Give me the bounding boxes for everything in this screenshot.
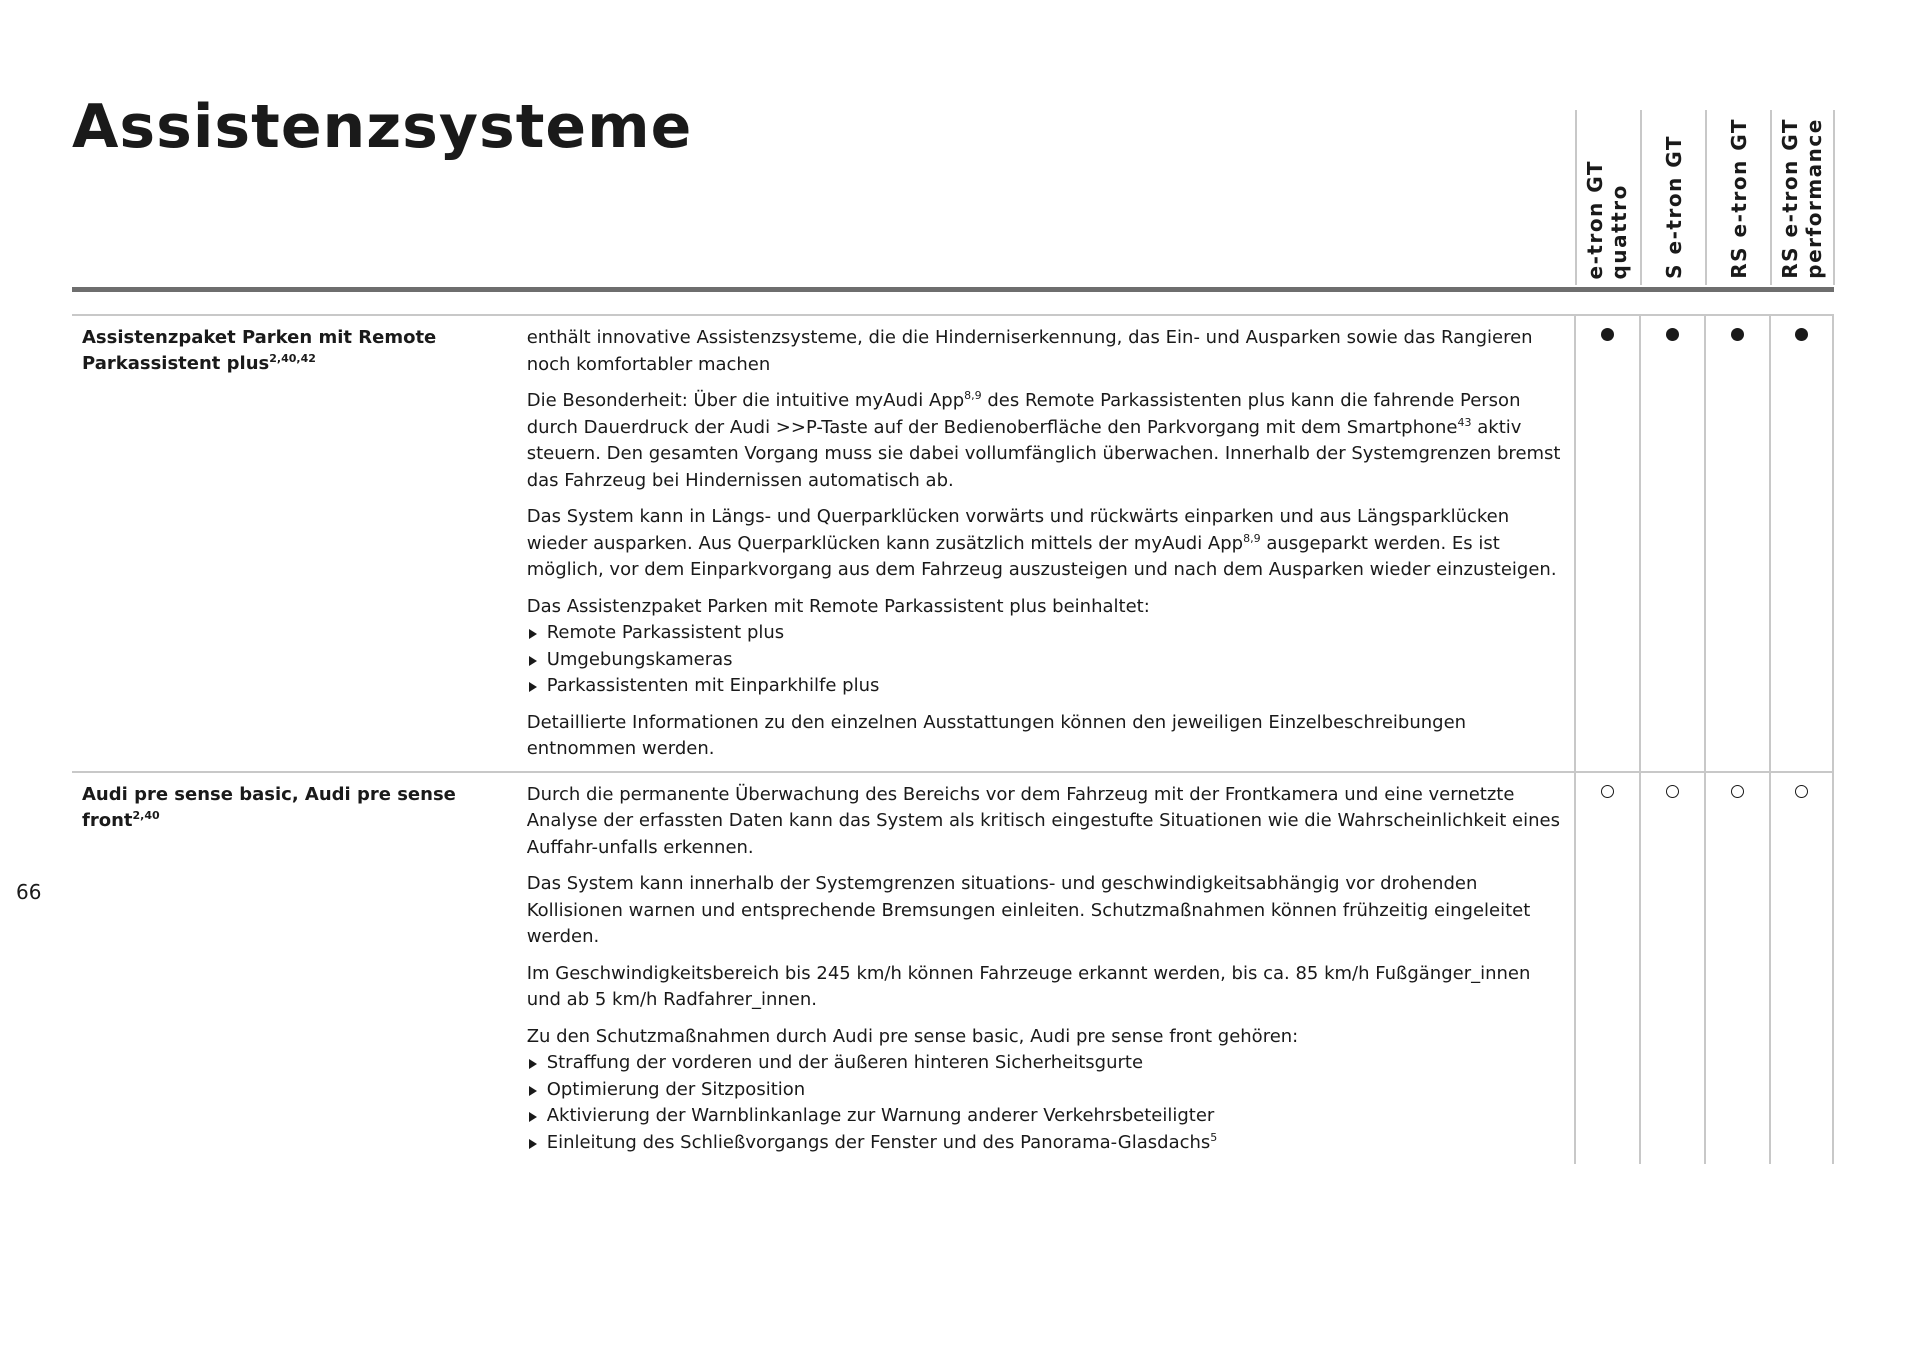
bullet-list: [527, 620, 1566, 700]
paragraph: Durch die permanente Überwachung des Bereichs vor dem Fahrzeug mit der Frontkamera und eine vernetzte Analyse der erfassten Daten kann das System als kritisch eingestufte Situationen wie die Wahrscheinlichkeit eines Auffahr-unfalls erkennen.: [526, 783, 1560, 858]
paragraph: Die Besonderheit: Über die intuitive myAudi App$^{8,9}$ des Remote Parkassistenten plus kann die fahrende Person durch Dauerdruck der Audi >>P-Taste auf der Bedienoberfläche den Parkvorgang mit dem Smartphone$^{43}$ aktiv steuern. Den gesamten Vorgang muss sie dabei vollumfänglich überwachen. Innerhalb der Systemgrenzen bremst das Fahrzeug bei Hindernissen automatisch ab.: [526, 389, 1561, 491]
optional-circle-icon: [1731, 785, 1744, 798]
mark-cell: [1769, 773, 1834, 1165]
optional-circle-icon: [1795, 785, 1808, 798]
column-header-text: RS e-tron GT performance: [1778, 118, 1826, 279]
list-item: Aktivierung der Warnblinkanlage zur Warnung anderer Verkehrsbeteiligter: [527, 1103, 1566, 1130]
mark-cell: [1574, 773, 1639, 1165]
table-row: [72, 314, 1834, 771]
mark-cell: [1704, 316, 1769, 771]
column-header-text: S e-tron GT: [1662, 135, 1686, 279]
list-intro: Zu den Schutzmaßnahmen durch Audi pre sense basic, Audi pre sense front gehören:: [526, 1025, 1299, 1047]
optional-circle-icon: [1666, 785, 1679, 798]
standard-dot-icon: [1731, 328, 1744, 341]
row-description: [527, 773, 1574, 1165]
paragraph: Im Geschwindigkeitsbereich bis 245 km/h können Fahrzeuge erkannt werden, bis ca. 85 km/h Fußgänger_innen und ab 5 km/h Radfahrer_innen.: [526, 962, 1531, 1010]
list-item: Umgebungskameras: [527, 647, 1566, 674]
column-headers: [1575, 110, 1835, 285]
standard-dot-icon: [1666, 328, 1679, 341]
standard-dot-icon: [1795, 328, 1808, 341]
mark-cell: [1704, 773, 1769, 1165]
page-number: 66: [16, 880, 42, 904]
mark-cell: [1574, 316, 1639, 771]
mark-cell: [1639, 316, 1704, 771]
column-header-rs-etron-gt-performance: [1770, 110, 1835, 285]
column-header-s-etron-gt: [1640, 110, 1705, 285]
header-divider: [72, 287, 1834, 292]
column-header-etron-gt-quattro: [1575, 110, 1640, 285]
table-row: [72, 771, 1834, 1165]
optional-circle-icon: [1601, 785, 1614, 798]
bullet-list: [527, 1050, 1566, 1156]
equipment-table: [72, 314, 1834, 1164]
mark-cell: [1639, 773, 1704, 1165]
column-header-text: RS e-tron GT: [1727, 118, 1751, 279]
row-label: Audi pre sense basic, Audi pre sense front$^{2,40}$: [82, 783, 456, 831]
paragraph: Das System kann innerhalb der Systemgrenzen situations- und geschwindigkeitsabhängig vor drohenden Kollisionen warnen und entsprechende Bremsungen einleiten. Schutzmaßnahmen können frühzeitig eingeleitet werden.: [526, 873, 1531, 947]
column-header-text: e-tron GT quattro: [1583, 159, 1631, 279]
list-item: Remote Parkassistent plus: [527, 620, 1566, 647]
standard-dot-icon: [1601, 328, 1614, 341]
page-title: Assistenzsysteme: [72, 92, 693, 162]
row-label: Assistenzpaket Parken mit Remote Parkassistent plus$^{2,40,42}$: [82, 327, 437, 374]
paragraph: Detaillierte Informationen zu den einzelnen Ausstattungen können den jeweiligen Einzelbeschreibungen entnommen werden.: [526, 711, 1467, 759]
paragraph: Das System kann in Längs- und Querparklücken vorwärts und rückwärts einparken und aus Längsparklücken wieder ausparken. Aus Querparklücken kann zusätzlich mittels der myAudi App$^{8,9}$ ausgeparkt werden. Es ist möglich, vor dem Einparkvorgang aus dem Fahrzeug auszusteigen und nach dem Ausparken wieder einzusteigen.: [526, 506, 1557, 580]
list-item: Einleitung des Schließvorgangs der Fenster und des Panorama-Glasdachs$^5$: [527, 1130, 1566, 1157]
list-item: Straffung der vorderen und der äußeren hinteren Sicherheitsgurte: [527, 1050, 1566, 1077]
column-header-rs-etron-gt: [1705, 110, 1770, 285]
paragraph: enthält innovative Assistenzsysteme, die die Hinderniserkennung, das Ein- und Ausparken sowie das Rangieren noch komfortabler machen: [526, 327, 1533, 375]
list-item: Optimierung der Sitzposition: [527, 1077, 1566, 1104]
availability-marks: [1574, 316, 1834, 771]
list-item: Parkassistenten mit Einparkhilfe plus: [527, 673, 1566, 700]
row-description: [527, 316, 1574, 771]
list-intro: Das Assistenzpaket Parken mit Remote Parkassistent plus beinhaltet:: [526, 595, 1150, 617]
availability-marks: [1574, 773, 1834, 1165]
mark-cell: [1769, 316, 1834, 771]
